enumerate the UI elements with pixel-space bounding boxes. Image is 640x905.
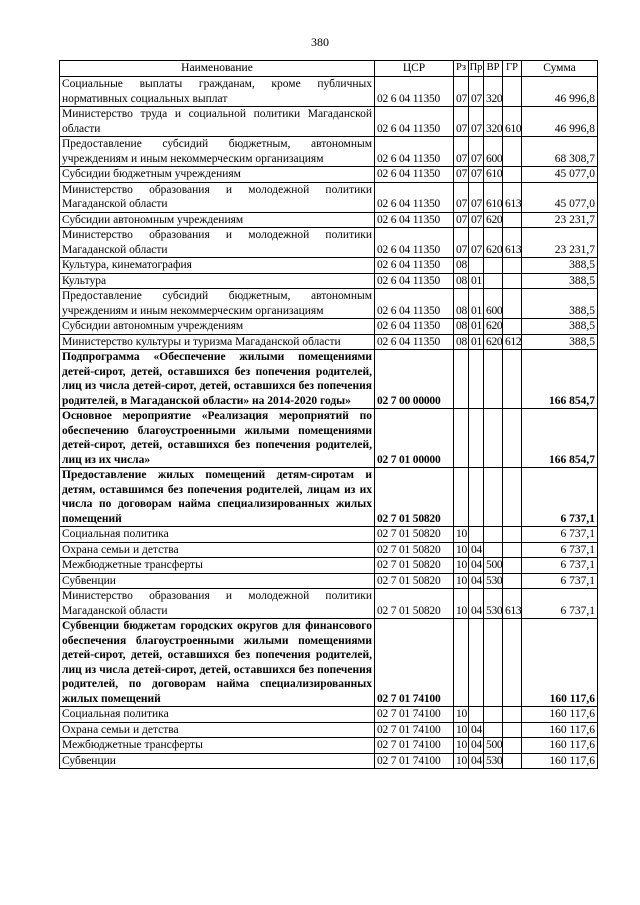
table-row: [60, 753, 598, 769]
cell-csr: 02 6 04 11350: [375, 77, 454, 107]
table-row: [60, 558, 598, 574]
table-row: [60, 707, 598, 723]
table-row: [60, 212, 598, 228]
cell-pr: 07: [469, 182, 484, 212]
cell-pr: 04: [469, 573, 484, 589]
cell-gr: 612: [503, 334, 522, 350]
header-rz: Рз: [454, 61, 469, 77]
cell-pr: 07: [469, 212, 484, 228]
cell-name: Министерство образования и молодежной политики Магаданской области: [60, 589, 375, 619]
cell-rz: [454, 350, 469, 409]
table-row: [60, 527, 598, 543]
cell-sum: 166 854,7: [522, 350, 598, 409]
cell-pr: 04: [469, 589, 484, 619]
cell-pr: [469, 409, 484, 468]
cell-csr: 02 6 04 11350: [375, 137, 454, 167]
cell-vr: 620: [484, 319, 503, 335]
cell-name: Субсидии бюджетным учреждениям: [60, 167, 375, 183]
table-row: [60, 409, 598, 468]
cell-sum: 68 308,7: [522, 137, 598, 167]
header-name: Наименование: [60, 61, 375, 77]
cell-name: Культура: [60, 273, 375, 289]
cell-gr: [503, 409, 522, 468]
cell-name: Субсидии автономным учреждениям: [60, 212, 375, 228]
cell-name: Министерство труда и социальной политики Магаданской области: [60, 107, 375, 137]
cell-pr: 07: [469, 228, 484, 258]
cell-sum: 46 996,8: [522, 107, 598, 137]
budget-table: [59, 60, 598, 769]
cell-gr: [503, 738, 522, 754]
cell-gr: [503, 273, 522, 289]
cell-gr: [503, 350, 522, 409]
cell-pr: [469, 527, 484, 543]
cell-name: Социальные выплаты гражданам, кроме публичных нормативных социальных выплат: [60, 77, 375, 107]
cell-gr: [503, 289, 522, 319]
cell-sum: 388,5: [522, 334, 598, 350]
cell-name: Субвенции бюджетам городских округов для финансового обеспечения благоустроенными жилыми помещениями детей-сирот, детей, оставшихся без попечения родителей, лиц из числа детей-сирот, детей, оставшихся без попечения родителей, по договорам найма специализированных жилых помещений: [60, 619, 375, 707]
cell-sum: 388,5: [522, 258, 598, 274]
cell-name: Культура, кинематография: [60, 258, 375, 274]
cell-rz: 10: [454, 527, 469, 543]
cell-csr: 02 7 00 00000: [375, 350, 454, 409]
cell-pr: 01: [469, 273, 484, 289]
cell-name: Социальная политика: [60, 527, 375, 543]
cell-rz: 08: [454, 258, 469, 274]
cell-pr: 01: [469, 289, 484, 319]
cell-vr: 500: [484, 558, 503, 574]
cell-csr: 02 6 04 11350: [375, 334, 454, 350]
cell-rz: 10: [454, 722, 469, 738]
table-row: [60, 738, 598, 754]
cell-csr: 02 6 04 11350: [375, 258, 454, 274]
cell-pr: 04: [469, 722, 484, 738]
table-row: [60, 319, 598, 335]
cell-name: Министерство образования и молодежной политики Магаданской области: [60, 182, 375, 212]
cell-csr: 02 6 04 11350: [375, 167, 454, 183]
cell-gr: [503, 573, 522, 589]
cell-csr: 02 7 01 74100: [375, 619, 454, 707]
cell-vr: [484, 350, 503, 409]
cell-vr: 320: [484, 77, 503, 107]
cell-gr: [503, 212, 522, 228]
cell-csr: 02 7 01 74100: [375, 753, 454, 769]
cell-name: Министерство образования и молодежной политики Магаданской области: [60, 228, 375, 258]
cell-csr: 02 7 01 50820: [375, 558, 454, 574]
cell-rz: 08: [454, 334, 469, 350]
cell-sum: 160 117,6: [522, 619, 598, 707]
cell-rz: 07: [454, 167, 469, 183]
cell-rz: [454, 409, 469, 468]
cell-rz: 10: [454, 738, 469, 754]
cell-vr: [484, 722, 503, 738]
cell-gr: [503, 77, 522, 107]
cell-rz: 07: [454, 228, 469, 258]
table-row: [60, 77, 598, 107]
cell-csr: 02 7 01 50820: [375, 468, 454, 527]
cell-pr: [469, 350, 484, 409]
cell-vr: 530: [484, 573, 503, 589]
cell-vr: [484, 527, 503, 543]
cell-csr: 02 7 01 50820: [375, 527, 454, 543]
cell-vr: 600: [484, 289, 503, 319]
cell-vr: 610: [484, 182, 503, 212]
cell-rz: 10: [454, 753, 469, 769]
cell-csr: 02 6 04 11350: [375, 228, 454, 258]
cell-gr: [503, 542, 522, 558]
cell-name: Министерство культуры и туризма Магаданской области: [60, 334, 375, 350]
table-row: [60, 258, 598, 274]
cell-rz: 07: [454, 212, 469, 228]
cell-pr: [469, 707, 484, 723]
table-row: [60, 167, 598, 183]
cell-rz: 07: [454, 182, 469, 212]
cell-sum: 160 117,6: [522, 722, 598, 738]
cell-pr: [469, 619, 484, 707]
cell-name: Охрана семьи и детства: [60, 542, 375, 558]
cell-rz: 10: [454, 573, 469, 589]
table-row: [60, 273, 598, 289]
cell-sum: 46 996,8: [522, 77, 598, 107]
header-gr: ГР: [503, 61, 522, 77]
cell-rz: 10: [454, 707, 469, 723]
cell-name: Межбюджетные трансферты: [60, 738, 375, 754]
page-number: 380: [311, 35, 329, 49]
cell-rz: 07: [454, 107, 469, 137]
cell-vr: [484, 619, 503, 707]
cell-sum: 6 737,1: [522, 542, 598, 558]
cell-vr: 620: [484, 334, 503, 350]
cell-csr: 02 7 01 74100: [375, 738, 454, 754]
cell-sum: 45 077,0: [522, 167, 598, 183]
cell-pr: [469, 468, 484, 527]
table-header-row: [60, 61, 598, 77]
cell-rz: 07: [454, 137, 469, 167]
cell-vr: [484, 409, 503, 468]
cell-csr: 02 6 04 11350: [375, 289, 454, 319]
table-row: [60, 350, 598, 409]
cell-sum: 160 117,6: [522, 753, 598, 769]
cell-csr: 02 6 04 11350: [375, 273, 454, 289]
cell-pr: 04: [469, 753, 484, 769]
table-row: [60, 589, 598, 619]
header-sum: Сумма: [522, 61, 598, 77]
cell-pr: 04: [469, 558, 484, 574]
table-row: [60, 289, 598, 319]
cell-name: Предоставление жилых помещений детям-сиротам и детям, оставшимся без попечения родителей, лицам из их числа по договорам найма специализированных жилых помещений: [60, 468, 375, 527]
cell-pr: 07: [469, 167, 484, 183]
cell-name: Предоставление субсидий бюджетным, автономным учреждениям и иным некоммерческим организациям: [60, 137, 375, 167]
table-row: [60, 619, 598, 707]
cell-name: Основное мероприятие «Реализация мероприятий по обеспечению благоустроенными жилыми помещениями детей-сирот, детей, оставшихся без попечения родителей, лиц из их числа»: [60, 409, 375, 468]
table-row: [60, 468, 598, 527]
cell-sum: 6 737,1: [522, 527, 598, 543]
cell-sum: 160 117,6: [522, 707, 598, 723]
cell-gr: 610: [503, 107, 522, 137]
cell-vr: 530: [484, 589, 503, 619]
table-row: [60, 334, 598, 350]
cell-pr: 04: [469, 542, 484, 558]
cell-csr: 02 6 04 11350: [375, 107, 454, 137]
cell-sum: 6 737,1: [522, 558, 598, 574]
cell-vr: 320: [484, 107, 503, 137]
cell-vr: 620: [484, 212, 503, 228]
cell-rz: 08: [454, 319, 469, 335]
table-row: [60, 182, 598, 212]
cell-csr: 02 6 04 11350: [375, 182, 454, 212]
cell-name: Предоставление субсидий бюджетным, автономным учреждениям и иным некоммерческим организациям: [60, 289, 375, 319]
cell-gr: 613: [503, 589, 522, 619]
table-row: [60, 573, 598, 589]
cell-gr: [503, 137, 522, 167]
cell-pr: 07: [469, 137, 484, 167]
cell-csr: 02 7 01 00000: [375, 409, 454, 468]
cell-vr: [484, 273, 503, 289]
cell-name: Подпрограмма «Обеспечение жилыми помещениями детей-сирот, детей, оставшихся без попечения родителей, лиц из числа детей-сирот, детей, оставшихся без попечения родителей, в Магаданской области» на 2014-2020 годы»: [60, 350, 375, 409]
cell-sum: 45 077,0: [522, 182, 598, 212]
cell-gr: [503, 619, 522, 707]
cell-vr: [484, 258, 503, 274]
cell-gr: 613: [503, 182, 522, 212]
cell-sum: 388,5: [522, 273, 598, 289]
cell-sum: 6 737,1: [522, 573, 598, 589]
table-row: [60, 107, 598, 137]
cell-rz: 08: [454, 273, 469, 289]
cell-name: Субсидии автономным учреждениям: [60, 319, 375, 335]
cell-gr: [503, 707, 522, 723]
table-row: [60, 542, 598, 558]
cell-sum: 23 231,7: [522, 212, 598, 228]
cell-name: Субвенции: [60, 573, 375, 589]
cell-gr: [503, 468, 522, 527]
header-pr: Пр: [469, 61, 484, 77]
cell-vr: 610: [484, 167, 503, 183]
cell-gr: [503, 167, 522, 183]
cell-rz: 10: [454, 558, 469, 574]
cell-gr: [503, 753, 522, 769]
cell-csr: 02 7 01 50820: [375, 542, 454, 558]
cell-sum: 6 737,1: [522, 589, 598, 619]
cell-gr: [503, 722, 522, 738]
cell-vr: 530: [484, 753, 503, 769]
table-row: [60, 228, 598, 258]
cell-name: Социальная политика: [60, 707, 375, 723]
header-vr: ВР: [484, 61, 503, 77]
cell-pr: 07: [469, 77, 484, 107]
cell-gr: [503, 319, 522, 335]
table-row: [60, 722, 598, 738]
cell-csr: 02 7 01 74100: [375, 722, 454, 738]
cell-csr: 02 7 01 50820: [375, 573, 454, 589]
cell-gr: [503, 558, 522, 574]
cell-sum: 388,5: [522, 319, 598, 335]
cell-pr: [469, 258, 484, 274]
cell-sum: 160 117,6: [522, 738, 598, 754]
cell-rz: 10: [454, 589, 469, 619]
cell-vr: [484, 542, 503, 558]
cell-vr: 600: [484, 137, 503, 167]
cell-name: Межбюджетные трансферты: [60, 558, 375, 574]
cell-rz: [454, 468, 469, 527]
cell-rz: 10: [454, 542, 469, 558]
cell-vr: [484, 468, 503, 527]
cell-sum: 23 231,7: [522, 228, 598, 258]
cell-pr: 04: [469, 738, 484, 754]
cell-csr: 02 7 01 74100: [375, 707, 454, 723]
cell-csr: 02 6 04 11350: [375, 212, 454, 228]
cell-rz: 07: [454, 77, 469, 107]
cell-pr: 01: [469, 334, 484, 350]
cell-sum: 6 737,1: [522, 468, 598, 527]
cell-vr: [484, 707, 503, 723]
cell-vr: 500: [484, 738, 503, 754]
cell-csr: 02 6 04 11350: [375, 319, 454, 335]
table-row: [60, 137, 598, 167]
cell-name: Охрана семьи и детства: [60, 722, 375, 738]
cell-pr: 07: [469, 107, 484, 137]
cell-pr: 01: [469, 319, 484, 335]
cell-gr: [503, 527, 522, 543]
cell-csr: 02 7 01 50820: [375, 589, 454, 619]
cell-rz: [454, 619, 469, 707]
cell-gr: [503, 258, 522, 274]
cell-sum: 388,5: [522, 289, 598, 319]
cell-gr: 613: [503, 228, 522, 258]
cell-vr: 620: [484, 228, 503, 258]
cell-rz: 08: [454, 289, 469, 319]
header-csr: ЦСР: [375, 61, 454, 77]
cell-sum: 166 854,7: [522, 409, 598, 468]
cell-name: Субвенции: [60, 753, 375, 769]
